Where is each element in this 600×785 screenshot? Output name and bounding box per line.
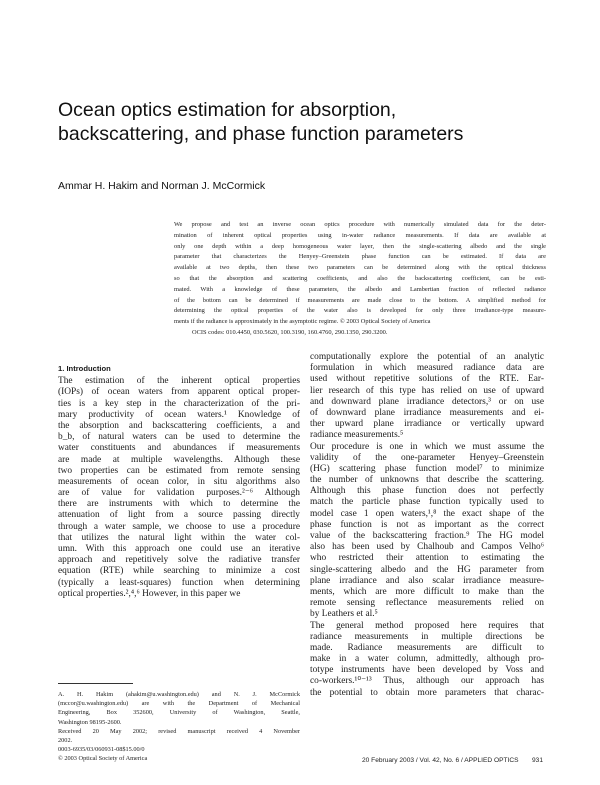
body-line: and downward plane irradiance detectors,³ or on use: [310, 396, 544, 407]
abstract-line: determining the optical properties of the water also is developed for only three irradiance-type measure-: [174, 307, 546, 315]
body-line: who restricted their attention to estimating the: [310, 553, 544, 564]
body-line: attenuation of light from a source passing directly: [58, 510, 300, 521]
body-line: through a water sample, we choose to use a procedure: [58, 521, 300, 532]
footnote-line: Engineering, Box 352600, University of Washington, Seattle,: [58, 709, 300, 717]
body-line: The estimation of the inherent optical properties: [58, 376, 300, 387]
body-line: lier research of this type has relied on use of upward: [310, 385, 544, 396]
body-line: two properties can be estimated from remote sensing: [58, 465, 300, 476]
body-line: match the particle phase function typically used to: [310, 497, 544, 508]
body-line: b_b, of natural waters can be used to determine the: [58, 432, 300, 443]
abstract-line: mination of inherent optical properties using in-water radiance measurements. If data are available at: [174, 231, 546, 239]
footnote-line: Washington 98195-2600.: [58, 718, 122, 726]
footnote-line: © 2003 Optical Society of America: [58, 755, 148, 763]
body-line: value of the backscattering fraction.⁹ The HG model: [310, 531, 544, 541]
footnote-line: 2002.: [58, 737, 73, 745]
body-line: also has been used by Chalhoub and Campos Velho⁶: [310, 542, 544, 553]
body-line: optical properties.²,⁴,⁶ However, in this paper we: [58, 588, 241, 599]
body-line: single-scattering albedo and the HG parameter from: [310, 564, 544, 575]
author-list: Ammar H. Hakim and Norman J. McCormick: [58, 180, 266, 192]
body-line: the number of unknowns that describe the scattering.: [310, 475, 544, 486]
body-line: are made at multiple wavelengths. Although these: [58, 454, 300, 465]
body-line: Although this phase function does not perfectly: [310, 486, 544, 497]
footnote-line: A. H. Hakim (ahakim@u.washington.edu) and N. J. McCormick: [58, 691, 300, 698]
footnote-line: 0003-6935/03/060931-08$15.00/0: [58, 746, 145, 754]
body-line: by Leathers et al.⁵: [310, 609, 378, 620]
body-line: used without repetitive solutions of the RTE. Ear-: [310, 374, 544, 385]
abstract-line: available at two depths, then these two parameters can be determined along with the optical thickness: [174, 264, 546, 272]
body-line: validity of the one-parameter Henyey–Greenstein: [310, 452, 544, 463]
body-line: ments, which are more difficult to make than the: [310, 586, 544, 597]
body-line: (typically a least-squares) function when determining: [58, 577, 300, 588]
body-line: the potential to obtain more parameters that charac-: [310, 687, 544, 698]
body-line: (IOPs) of ocean waters from apparent optical proper-: [58, 387, 300, 398]
ocis-codes: OCIS codes: 010.4450, 030.5620, 100.3190, 160.4760, 290.1350, 290.3200.: [192, 328, 388, 336]
abstract-line: parameter that characterizes the Henyey–Greenstein phase function can be estimated. If data are: [174, 253, 546, 261]
body-line: (HG) scattering phase function model⁷ to minimize: [310, 463, 544, 474]
body-line: measurements of ocean color, in situ algorithms also: [58, 476, 300, 487]
body-line: formulation in which measured radiance data are: [310, 363, 544, 374]
body-line: radiance measurements.⁵: [310, 430, 404, 441]
abstract-line: mated. With a knowledge of these parameters, the albedo and Lambertian fraction of reflected radiance: [174, 285, 546, 293]
body-line: there are instruments with which to determine the: [58, 499, 300, 510]
paper-title: [58, 98, 558, 146]
abstract-line: We propose and test an inverse ocean optics procedure with numerically simulated data for the deter-: [174, 221, 546, 228]
title-line-2: backscattering, and phase function parameters: [58, 123, 464, 145]
body-line: remote sensing reflectance measurements relied on: [310, 598, 544, 609]
body-line: are of value for validation purposes.²⁻⁶ Although: [58, 488, 300, 499]
body-line: make in a water column, admittedly, although pro-: [310, 654, 544, 665]
abstract-line: of the bottom can be determined if measurements are made close to the bottom. A simplified method for: [174, 296, 546, 304]
body-line: approach and repetitively solve the radiative transfer: [58, 555, 300, 566]
body-line: co-workers.¹⁰⁻¹³ Thus, although our approach has: [310, 676, 544, 687]
body-line: ther upward plane irradiance or vertically upward: [310, 419, 544, 430]
body-line: mary productivity of ocean waters.¹ Knowledge of: [58, 409, 300, 420]
body-line: plane irradiance and also scalar irradiance measure-: [310, 575, 544, 586]
footnote-divider: [58, 683, 133, 684]
body-line: totype instruments have been developed by Voss and: [310, 665, 544, 676]
title-line-1: Ocean optics estimation for absorption,: [58, 99, 397, 121]
body-line: model case 1 open waters,¹,⁸ the exact shape of the: [310, 508, 544, 519]
body-line: water constituents and abundances if measurements: [58, 443, 300, 454]
body-line: that utilizes the natural light within the water col-: [58, 532, 300, 543]
body-line: of downward plane irradiance measurements and ei-: [310, 407, 544, 418]
footnote-line: (mccor@u.washington.edu) are with the Department of Mechanical: [58, 700, 300, 708]
body-line: equation (RTE) while searching to minimize a cost: [58, 566, 300, 577]
body-line: The general method proposed here requires that: [310, 620, 544, 631]
body-line: ties is a key step in the characterization of the pri-: [58, 398, 300, 409]
body-line: radiance measurements in multiple directions be: [310, 631, 544, 642]
page-number: 931: [532, 757, 544, 764]
footnote-line: Received 20 May 2002; revised manuscript received 4 November: [58, 727, 300, 735]
body-line: made. Radiance measurements are difficult to: [310, 642, 544, 653]
body-line: phase function is not as important as the correct: [310, 519, 544, 530]
footnote: [58, 690, 300, 764]
abstract-line: only one depth within a deep homogeneous water layer, then the single-scattering albedo and the single: [174, 242, 546, 250]
body-line: Our procedure is one in which we must assume the: [310, 441, 544, 452]
left-column: [58, 363, 300, 600]
right-column: [310, 352, 544, 699]
body-line: computationally explore the potential of an analytic: [310, 352, 544, 362]
abstract-line: so that the absorption and scattering coefficients, and also the backscattering coefficient, can be esti-: [174, 274, 546, 282]
body-line: umn. With this approach one could use an iterative: [58, 544, 300, 554]
journal-footer: 20 February 2003 / Vol. 42, No. 6 / APPLIED OPTICS: [362, 757, 519, 764]
abstract-line: ments if the radiance is approximately in the asymptotic regime. © 2003 Optical Society of America: [174, 318, 431, 326]
body-line: the absorption and backscattering coefficients, a and: [58, 420, 300, 431]
abstract: [174, 220, 546, 339]
section-heading: 1. Introduction: [58, 364, 111, 373]
